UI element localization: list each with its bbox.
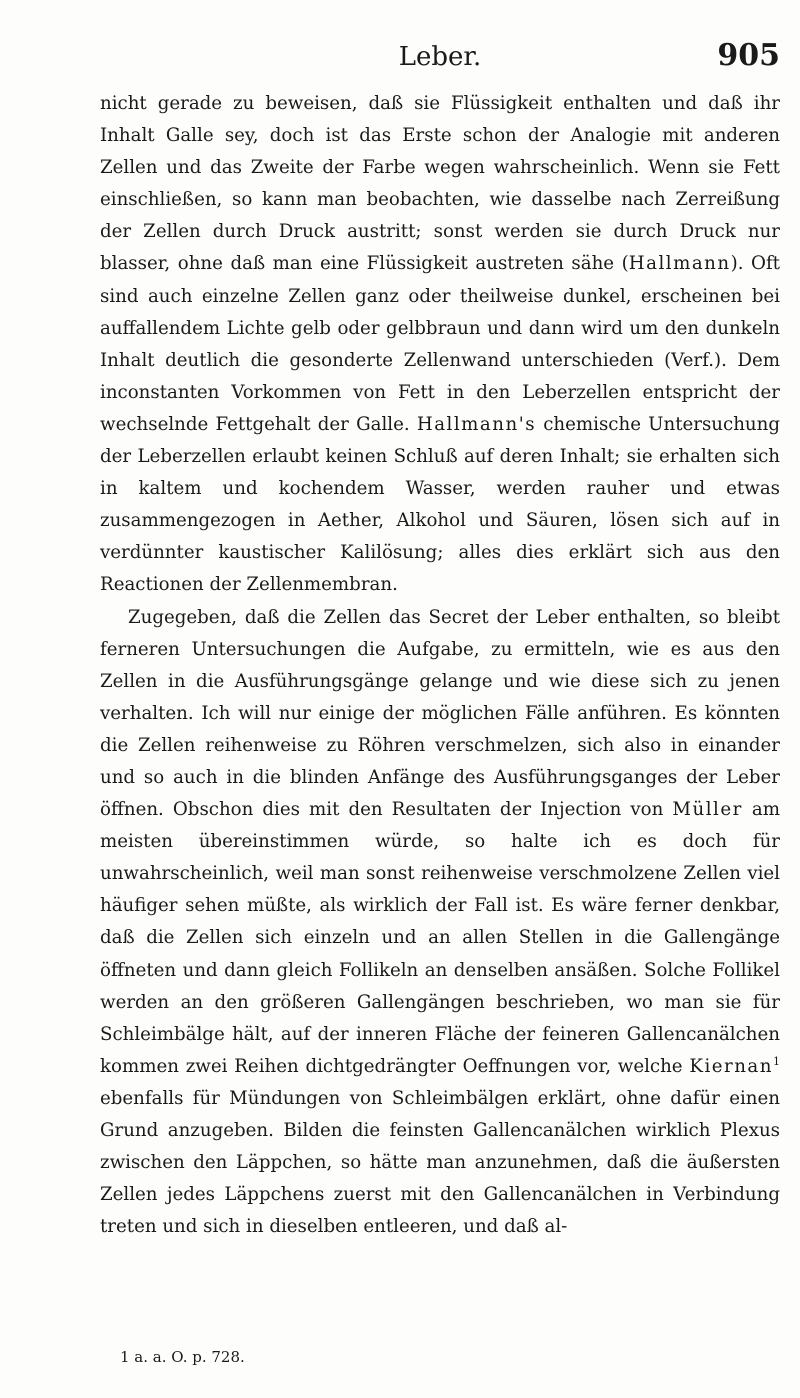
author-name-hallmann: Hallmann: [628, 253, 731, 275]
paragraph-1-part-2: ). Oft sind auch einzelne Zellen ganz oder theilweise dunkel, erscheinen bei auffallendem Lichte gelb oder gelbbraun und dann wird um den dunkeln Inhalt deutlich die gesonderte Zellenwand unterschieden (Verf.). Dem inconstanten Vorkommen von Fett in den Leberzellen entspricht der wechselnde Fettgehalt der Galle.: [100, 253, 780, 435]
body-text: [100, 88, 780, 1243]
paragraph-2-part-3: ebenfalls für Mündungen von Schleimbälgen erklärt, ohne dafür einen Grund anzugeben. Bilden die feinsten Gallencanälchen wirklich Plexus zwischen den Läppchen, so hätte man anzunehmen, daß die äußersten Zellen jedes Läppchens zuerst mit den Gallencanälchen in Verbindung treten und sich in dieselben entleeren, und daß al-: [100, 1087, 780, 1238]
paragraph-1-part-1: nicht gerade zu beweisen, daß sie Flüssigkeit enthalten und daß ihr Inhalt Galle sey, doch ist das Erste schon der Analogie mit anderen Zellen und das Zweite der Farbe wegen wahrscheinlich. Wenn sie Fett einschließen, so kann man beobachten, wie dasselbe nach Zerreißung der Zellen durch Druck austritt; sonst werden sie durch Druck nur blasser, ohne daß man eine Flüssigkeit austreten sähe (: [100, 93, 780, 275]
paragraph-2: [100, 602, 780, 1244]
page-header: [100, 38, 780, 78]
page-number: 905: [717, 38, 780, 73]
author-name-mueller: Müller: [672, 799, 743, 821]
paragraph-1: [100, 88, 780, 602]
running-head: Leber.: [398, 42, 482, 72]
paragraph-2-part-2: am meisten übereinstimmen würde, so halte ich es doch für unwahrscheinlich, weil man sonst reihenweise verschmolzene Zellen viel häufiger sehen müßte, als wirklich der Fall ist. Es wäre ferner denkbar, daß die Zellen sich einzeln und an allen Stellen in die Gallengänge öffneten und dann gleich Follikeln an denselben ansäßen. Solche Follikel werden an den größeren Gallengängen beschrieben, wo man sie für Schleimbälge hält, auf der inneren Fläche der feineren Gallencanälchen kommen zwei Reihen dichtgedrängter Oeffnungen vor, welche: [100, 799, 780, 1077]
paragraph-2-part-1: Zugegeben, daß die Zellen das Secret der Leber enthalten, so bleibt ferneren Untersuchungen die Aufgabe, zu ermitteln, wie es aus den Zellen in die Ausführungsgänge gelange und wie diese sich zu jenen verhalten. Ich will nur einige der möglichen Fälle anführen. Es könnten die Zellen reihenweise zu Röhren verschmelzen, sich also in einander und so auch in die blinden Anfänge des Ausführungsganges der Leber öffnen. Obschon dies mit den Resultaten der Injection von: [100, 606, 780, 821]
author-name-hallmanns: Hallmann's: [416, 413, 537, 435]
footnote-reference: 1: [773, 1054, 780, 1068]
footnote: 1 a. a. O. p. 728.: [120, 1348, 245, 1366]
author-name-kiernan: Kiernan: [689, 1055, 773, 1077]
paragraph-1-part-3: chemische Untersuchung der Leberzellen erlaubt keinen Schluß auf deren Inhalt; sie erhalten sich in kaltem und kochendem Wasser, werden rauher und etwas zusammengezogen in Aether, Alkohol und Säuren, lösen sich auf in verdünnter kaustischer Kalilösung; alles dies erklärt sich aus den Reactionen der Zellenmembran.: [100, 413, 780, 596]
